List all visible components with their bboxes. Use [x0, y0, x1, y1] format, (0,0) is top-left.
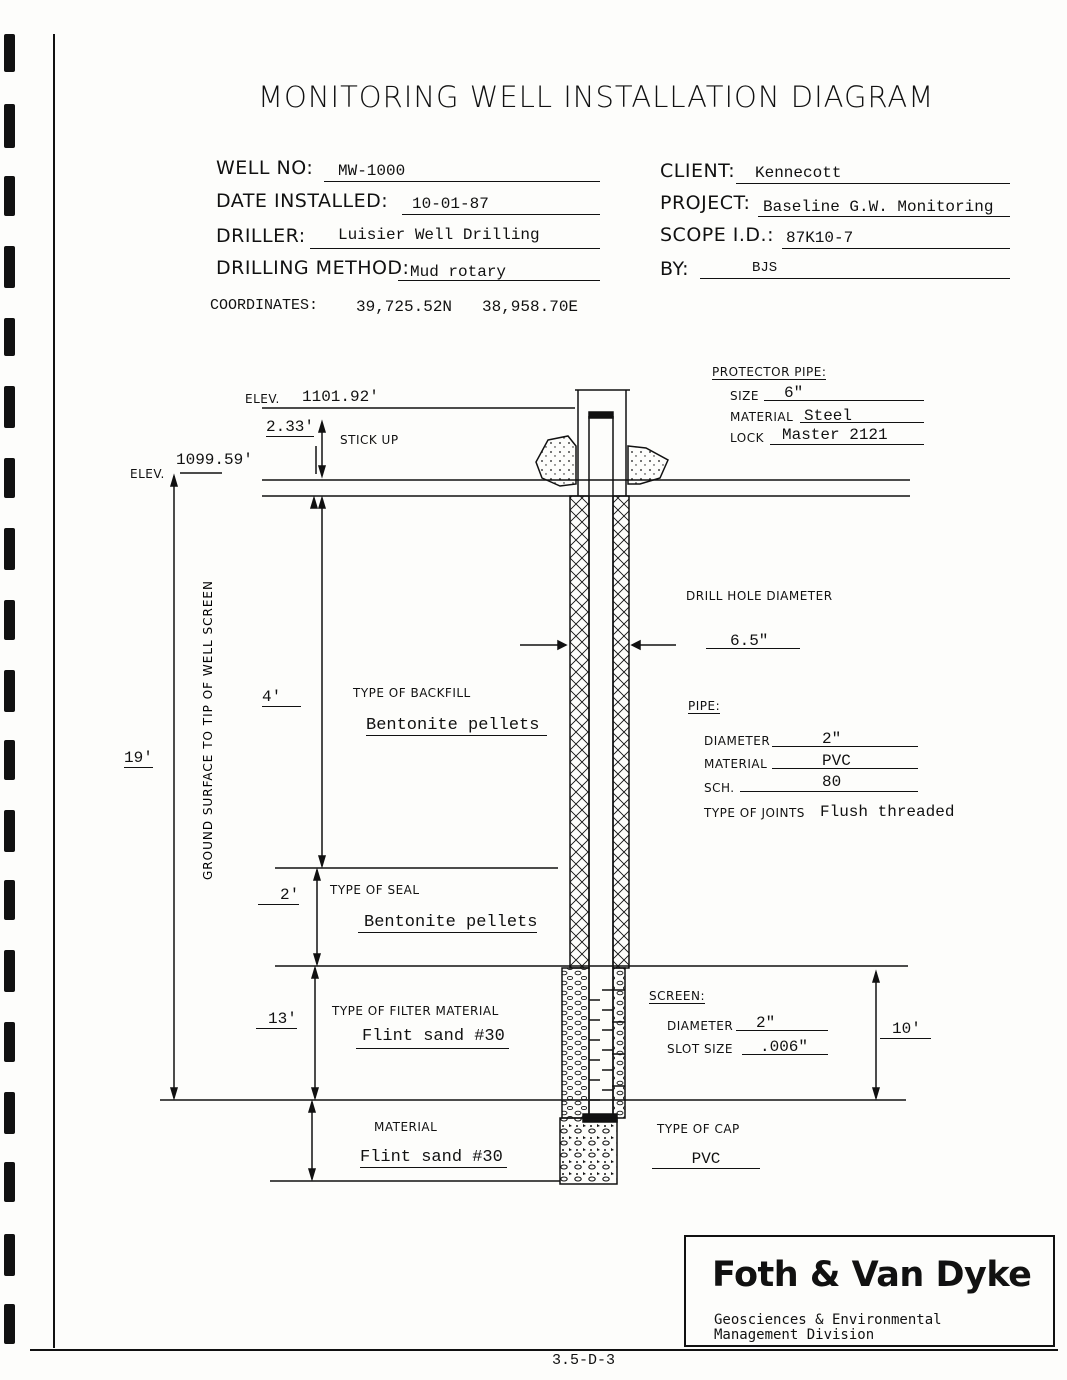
protector-material-value: Steel	[804, 407, 853, 425]
by-label: BY:	[660, 258, 689, 280]
pipe-sch-underline	[740, 791, 918, 792]
riser-cap	[589, 412, 613, 418]
bottom-material-label: MATERIAL	[374, 1120, 438, 1134]
protector-size-label: SIZE	[730, 389, 759, 403]
scope-label: SCOPE I.D.:	[660, 224, 774, 246]
backfill-value: Bentonite pellets	[366, 716, 547, 736]
coordinates-label: COORDINATES:	[210, 297, 319, 314]
seal-value: Bentonite pellets	[358, 913, 537, 933]
date-installed-label: DATE INSTALLED:	[216, 190, 389, 212]
project-value: Baseline G.W. Monitoring	[763, 198, 994, 216]
screen-slot-value: .006"	[760, 1038, 809, 1056]
page-number: 3.5-D-3	[552, 1352, 616, 1369]
pipe-material-label: MATERIAL	[704, 757, 768, 771]
concrete-pad-left	[536, 436, 576, 486]
pipe-joints-label: TYPE OF JOINTS	[704, 806, 805, 820]
project-label: PROJECT:	[660, 192, 751, 214]
client-value: Kennecott	[755, 164, 842, 182]
ground-to-screen-label: GROUND SURFACE TO TIP OF WELL SCREEN	[201, 580, 215, 880]
date-installed-value: 10-01-87	[412, 195, 489, 213]
cap-value: PVC	[652, 1150, 760, 1169]
screen-diameter-underline	[736, 1030, 828, 1031]
drilling-method-label: DRILLING METHOD:	[216, 257, 410, 279]
stick-up-label: STICK UP	[340, 433, 399, 447]
protector-material-label: MATERIAL	[730, 410, 794, 424]
screen-heading: SCREEN:	[649, 989, 706, 1003]
elev-top-label: ELEV.	[245, 392, 280, 406]
protector-lock-value: Master 2121	[782, 426, 888, 444]
screen-slot-label: SLOT SIZE	[667, 1042, 733, 1056]
seal-label: TYPE OF SEAL	[330, 883, 420, 897]
division-line-2: Management Division	[714, 1327, 875, 1343]
stick-up-value: 2.33'	[266, 418, 315, 436]
elev-ground-value: 1099.59'	[176, 451, 253, 469]
coordinates-east: 38,958.70E	[482, 298, 579, 316]
pipe-material-value: PVC	[822, 752, 851, 770]
company-name: Foth & Van Dyke	[712, 1255, 1032, 1295]
driller-value: Luisier Well Drilling	[338, 226, 540, 244]
well-no-value: MW-1000	[338, 162, 406, 180]
drilling-method-value: Mud rotary	[410, 263, 507, 281]
page-title: MONITORING WELL INSTALLATION DIAGRAM	[258, 80, 935, 114]
company-logo-box	[684, 1235, 1055, 1347]
total-depth-value: 19'	[124, 749, 153, 767]
filter-pack-left	[562, 968, 589, 1118]
elev-ground-label: ELEV.	[130, 467, 165, 481]
division-line-1: Geosciences & Environmental	[714, 1312, 942, 1328]
bottom-material-value: Flint sand #30	[360, 1148, 507, 1168]
screen-diameter-value: 2"	[756, 1014, 776, 1032]
drill-hole-label: DRILL HOLE DIAMETER	[686, 589, 833, 603]
filter-label: TYPE OF FILTER MATERIAL	[332, 1004, 499, 1018]
seal-depth: 2'	[258, 886, 299, 905]
pipe-diameter-value: 2"	[822, 730, 842, 748]
pipe-diameter-underline	[772, 746, 918, 747]
pipe-diameter-label: DIAMETER	[704, 734, 771, 748]
protector-lock-label: LOCK	[730, 431, 764, 445]
filter-depth: 13'	[256, 1010, 297, 1029]
well-no-label: WELL NO:	[216, 157, 314, 179]
backfill-annulus-right	[613, 496, 629, 968]
filter-value: Flint sand #30	[356, 1027, 509, 1049]
bottom-material	[560, 1118, 617, 1184]
by-value: BJS	[752, 260, 778, 276]
drill-hole-value: 6.5"	[730, 632, 769, 650]
pipe-sch-label: SCH.	[704, 781, 735, 795]
screen-length-value: 10'	[880, 1020, 931, 1039]
elev-top-value: 1101.92'	[302, 388, 379, 406]
protector-size-value: 6"	[784, 384, 804, 402]
screen-diameter-label: DIAMETER	[667, 1019, 734, 1033]
pipe-joints-value: Flush threaded	[820, 803, 955, 821]
coordinates-north: 39,725.52N	[356, 298, 453, 316]
pipe-heading: PIPE:	[688, 699, 721, 713]
protector-lock-underline	[770, 444, 924, 445]
backfill-label: TYPE OF BACKFILL	[353, 686, 471, 700]
client-label: CLIENT:	[660, 160, 736, 182]
protector-heading: PROTECTOR PIPE:	[712, 365, 827, 379]
concrete-pad-right	[628, 446, 668, 484]
backfill-annulus-left	[570, 496, 589, 968]
driller-label: DRILLER:	[216, 225, 306, 247]
pipe-sch-value: 80	[822, 773, 842, 791]
cap-label: TYPE OF CAP	[657, 1122, 740, 1136]
scope-value: 87K10-7	[786, 229, 854, 247]
backfill-depth: 4'	[262, 688, 301, 707]
